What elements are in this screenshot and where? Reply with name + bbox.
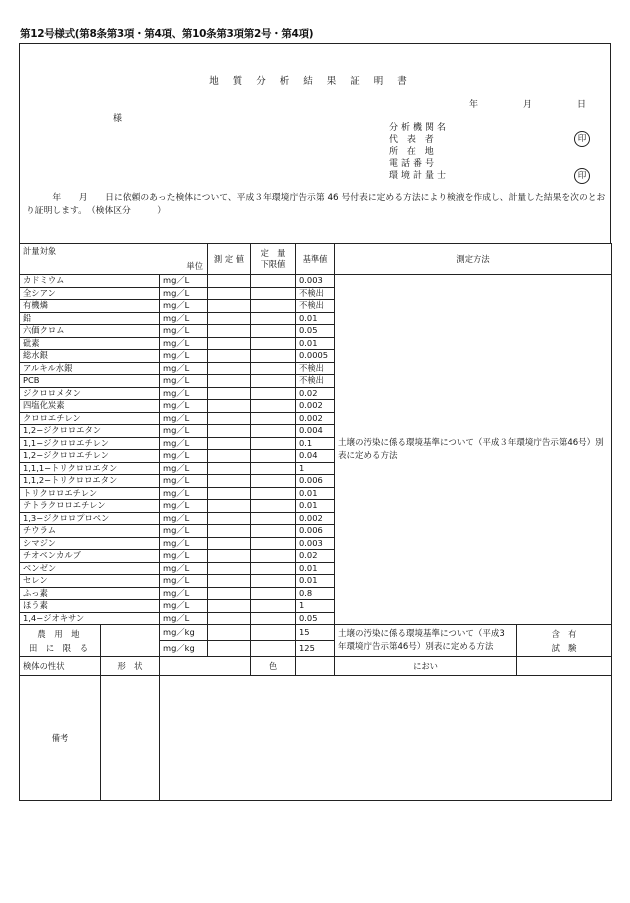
row-standard: 0.02	[296, 387, 335, 400]
table-row	[20, 275, 612, 288]
row-measured-cell[interactable]	[208, 475, 251, 488]
farmland-method: 土壌の汚染に係る環境基準について（平成3年環境庁告示第46号）別表に定める方法	[335, 625, 517, 657]
row-standard: 不検出	[296, 287, 335, 300]
row-unit: mg／L	[160, 425, 208, 438]
row-target: 六価クロム	[20, 325, 160, 338]
row-measured-cell[interactable]	[208, 462, 251, 475]
row-measured-cell[interactable]	[208, 387, 251, 400]
method-description: 土壌の汚染に係る環境基準について（平成３年環境庁告示第46号）別表に定める方法	[335, 275, 612, 625]
row-quant-limit-cell[interactable]	[251, 387, 296, 400]
row-unit: mg／L	[160, 350, 208, 363]
row-target: シマジン	[20, 537, 160, 550]
row-quant-limit-cell[interactable]	[251, 375, 296, 388]
row-target: 四塩化炭素	[20, 400, 160, 413]
properties-row	[20, 657, 612, 676]
representative-label: 代 表 者	[389, 135, 437, 145]
farmland-row	[20, 625, 612, 641]
row-quant-limit-cell[interactable]	[251, 487, 296, 500]
intro-text: 年 月 日に依頼のあった検体について、平成３年環境庁告示第 46 号付表に定める方法により検液を作成し、計量した結果を次のとおり証明します。 （検体区分 ）	[26, 193, 606, 216]
row-standard: 0.006	[296, 475, 335, 488]
shape-label: 形 状	[100, 657, 159, 675]
row-standard: 0.01	[296, 312, 335, 325]
row-target: クロロエチレン	[20, 412, 160, 425]
row-target: 1,2−ジクロロエタン	[20, 425, 160, 438]
row-target: トリクロロエチレン	[20, 487, 160, 500]
row-target: PCB	[20, 375, 160, 388]
page-title: 地質分析結果証明書	[209, 76, 421, 87]
farmland-standard: 125	[296, 641, 335, 657]
row-quant-limit-cell[interactable]	[251, 575, 296, 588]
row-quant-limit-cell[interactable]	[251, 450, 296, 463]
row-quant-limit-cell[interactable]	[251, 550, 296, 563]
remarks-content-cell[interactable]	[160, 676, 612, 801]
row-measured-cell[interactable]	[208, 350, 251, 363]
row-unit: mg／L	[160, 387, 208, 400]
row-unit: mg／L	[160, 312, 208, 325]
row-measured-cell[interactable]	[208, 312, 251, 325]
row-quant-limit-cell[interactable]	[251, 612, 296, 625]
row-unit: mg／L	[160, 525, 208, 538]
row-target: 全シアン	[20, 287, 160, 300]
row-standard: 不検出	[296, 300, 335, 313]
row-standard: 1	[296, 462, 335, 475]
row-standard: 0.003	[296, 275, 335, 288]
row-unit: mg／L	[160, 337, 208, 350]
row-unit: mg／L	[160, 362, 208, 375]
row-quant-limit-cell[interactable]	[251, 337, 296, 350]
lab-info	[389, 122, 459, 182]
row-unit: mg／L	[160, 412, 208, 425]
row-standard: 0.1	[296, 437, 335, 450]
row-standard: 0.0005	[296, 350, 335, 363]
row-quant-limit-cell[interactable]	[251, 300, 296, 313]
row-quant-limit-cell[interactable]	[251, 475, 296, 488]
row-measured-cell[interactable]	[208, 400, 251, 413]
row-measured-cell[interactable]	[208, 587, 251, 600]
row-quant-limit-cell[interactable]	[251, 500, 296, 513]
row-unit: mg／L	[160, 375, 208, 388]
row-unit: mg／L	[160, 562, 208, 575]
row-standard: 0.8	[296, 587, 335, 600]
row-quant-limit-cell[interactable]	[251, 287, 296, 300]
row-measured-cell[interactable]	[208, 600, 251, 613]
representative-seal: 印	[574, 131, 590, 147]
row-standard: 0.01	[296, 487, 335, 500]
row-standard: 不検出	[296, 362, 335, 375]
addressee-suffix: 様	[113, 114, 123, 124]
issue-date: 年 月 日	[468, 100, 604, 110]
row-target: 鉛	[20, 312, 160, 325]
farmland-quant-limit-cell[interactable]	[251, 625, 296, 641]
row-measured-cell[interactable]	[208, 375, 251, 388]
header-standard: 基準値	[296, 244, 335, 275]
row-measured-cell[interactable]	[208, 537, 251, 550]
row-quant-limit-cell[interactable]	[251, 437, 296, 450]
row-quant-limit-cell[interactable]	[251, 562, 296, 575]
row-measured-cell[interactable]	[208, 612, 251, 625]
row-target: ほう素	[20, 600, 160, 613]
row-standard: 0.004	[296, 425, 335, 438]
row-target: アルキル水銀	[20, 362, 160, 375]
row-target: チオベンカルブ	[20, 550, 160, 563]
row-target: 総水銀	[20, 350, 160, 363]
row-target: ベンゼン	[20, 562, 160, 575]
header-target-label: 計量対象	[23, 246, 57, 256]
row-unit: mg／L	[160, 300, 208, 313]
row-target: 砒素	[20, 337, 160, 350]
row-standard: 不検出	[296, 375, 335, 388]
row-target: 1,3−ジクロロプロペン	[20, 512, 160, 525]
row-standard: 0.002	[296, 512, 335, 525]
row-target: ジクロロメタン	[20, 387, 160, 400]
address-label: 所 在 地	[389, 147, 437, 157]
row-unit: mg／L	[160, 287, 208, 300]
row-unit: mg／L	[160, 537, 208, 550]
row-standard: 0.05	[296, 612, 335, 625]
phone-label: 電話番号	[389, 159, 438, 169]
row-standard: 0.002	[296, 412, 335, 425]
environmental-measurer-label: 環境計量士	[389, 171, 450, 181]
row-quant-limit-cell[interactable]	[251, 462, 296, 475]
row-quant-limit-cell[interactable]	[251, 412, 296, 425]
remarks-label	[20, 676, 160, 801]
row-measured-cell[interactable]	[208, 550, 251, 563]
row-unit: mg／L	[160, 575, 208, 588]
row-measured-cell[interactable]	[208, 575, 251, 588]
row-quant-limit-cell[interactable]	[251, 587, 296, 600]
row-measured-cell[interactable]	[208, 362, 251, 375]
row-quant-limit-cell[interactable]	[251, 525, 296, 538]
row-quant-limit-cell[interactable]	[251, 350, 296, 363]
row-measured-cell[interactable]	[208, 437, 251, 450]
row-quant-limit-cell[interactable]	[251, 512, 296, 525]
row-quant-limit-cell[interactable]	[251, 362, 296, 375]
farmland-quant-limit-cell[interactable]	[251, 641, 296, 657]
row-standard: 0.01	[296, 575, 335, 588]
farmland-unit: mg／kg	[160, 641, 208, 657]
row-unit: mg／L	[160, 462, 208, 475]
row-target: 1,4−ジオキサン	[20, 612, 160, 625]
header-target	[20, 244, 208, 275]
row-unit: mg／L	[160, 487, 208, 500]
row-target: ふっ素	[20, 587, 160, 600]
row-measured-cell[interactable]	[208, 325, 251, 338]
row-unit: mg／L	[160, 500, 208, 513]
properties-label	[20, 657, 160, 676]
row-unit: mg／L	[160, 325, 208, 338]
row-quant-limit-cell[interactable]	[251, 600, 296, 613]
row-measured-cell[interactable]	[208, 425, 251, 438]
form-id: 第12号様式(第8条第3項・第4項、第10条第3項第2号・第4項)	[20, 28, 314, 40]
row-unit: mg／L	[160, 550, 208, 563]
row-target: チウラム	[20, 525, 160, 538]
lab-name-label: 分析機関名	[389, 123, 450, 133]
odor-label: におい	[335, 657, 517, 676]
row-quant-limit-cell[interactable]	[251, 275, 296, 288]
row-standard: 0.04	[296, 450, 335, 463]
farmland-label	[20, 625, 160, 657]
row-unit: mg／L	[160, 600, 208, 613]
row-target: カドミウム	[20, 275, 160, 288]
row-measured-cell[interactable]	[208, 337, 251, 350]
row-unit: mg／L	[160, 612, 208, 625]
row-standard: 1	[296, 600, 335, 613]
remarks-row	[20, 676, 612, 801]
row-target: 1,2−ジクロロエチレン	[20, 450, 160, 463]
row-unit: mg／L	[160, 437, 208, 450]
measurer-seal: 印	[574, 168, 590, 184]
row-standard: 0.01	[296, 337, 335, 350]
header-quant-limit: 定 量 下限値	[251, 244, 296, 275]
row-unit: mg／L	[160, 275, 208, 288]
row-unit: mg／L	[160, 400, 208, 413]
row-target: 1,1,1−トリクロロエタン	[20, 462, 160, 475]
header-unit-label: 単位	[186, 261, 204, 271]
remarks-label-text: 備考	[51, 732, 69, 743]
row-measured-cell[interactable]	[208, 512, 251, 525]
row-standard: 0.02	[296, 550, 335, 563]
row-target: 1,1,2−トリクロロエタン	[20, 475, 160, 488]
row-measured-cell[interactable]	[208, 450, 251, 463]
farmland-measured-cell[interactable]	[208, 641, 251, 657]
row-standard: 0.003	[296, 537, 335, 550]
farmland-label-text: 農 用 地 田 に 限 る	[28, 628, 92, 653]
row-standard: 0.006	[296, 525, 335, 538]
row-measured-cell[interactable]	[208, 487, 251, 500]
row-unit: mg／L	[160, 512, 208, 525]
row-quant-limit-cell[interactable]	[251, 325, 296, 338]
row-measured-cell[interactable]	[208, 275, 251, 288]
row-target: セレン	[20, 575, 160, 588]
row-unit: mg／L	[160, 475, 208, 488]
color-value-cell[interactable]	[296, 657, 335, 676]
odor-value-cell[interactable]	[517, 657, 612, 676]
row-quant-limit-cell[interactable]	[251, 537, 296, 550]
row-quant-limit-cell[interactable]	[251, 400, 296, 413]
row-unit: mg／L	[160, 587, 208, 600]
results-table	[19, 243, 612, 801]
farmland-test-type: 含 有 試 験	[517, 625, 612, 657]
row-measured-cell[interactable]	[208, 562, 251, 575]
farmland-measured-cell[interactable]	[208, 625, 251, 641]
row-standard: 0.01	[296, 562, 335, 575]
header-measured: 測 定 値	[208, 244, 251, 275]
shape-value-cell[interactable]	[160, 657, 251, 676]
row-target: テトラクロロエチレン	[20, 500, 160, 513]
row-quant-limit-cell[interactable]	[251, 425, 296, 438]
row-target: 有機燐	[20, 300, 160, 313]
row-target: 1,1−ジクロロエチレン	[20, 437, 160, 450]
farmland-unit: mg／kg	[160, 625, 208, 641]
row-standard: 0.01	[296, 500, 335, 513]
properties-label-text: 検体の性状	[23, 660, 65, 671]
row-standard: 0.05	[296, 325, 335, 338]
row-standard: 0.002	[296, 400, 335, 413]
row-unit: mg／L	[160, 450, 208, 463]
row-measured-cell[interactable]	[208, 412, 251, 425]
row-measured-cell[interactable]	[208, 300, 251, 313]
color-label: 色	[251, 657, 296, 676]
row-measured-cell[interactable]	[208, 500, 251, 513]
row-measured-cell[interactable]	[208, 287, 251, 300]
row-quant-limit-cell[interactable]	[251, 312, 296, 325]
header-method: 測定方法	[335, 244, 612, 275]
farmland-standard: 15	[296, 625, 335, 641]
row-measured-cell[interactable]	[208, 525, 251, 538]
